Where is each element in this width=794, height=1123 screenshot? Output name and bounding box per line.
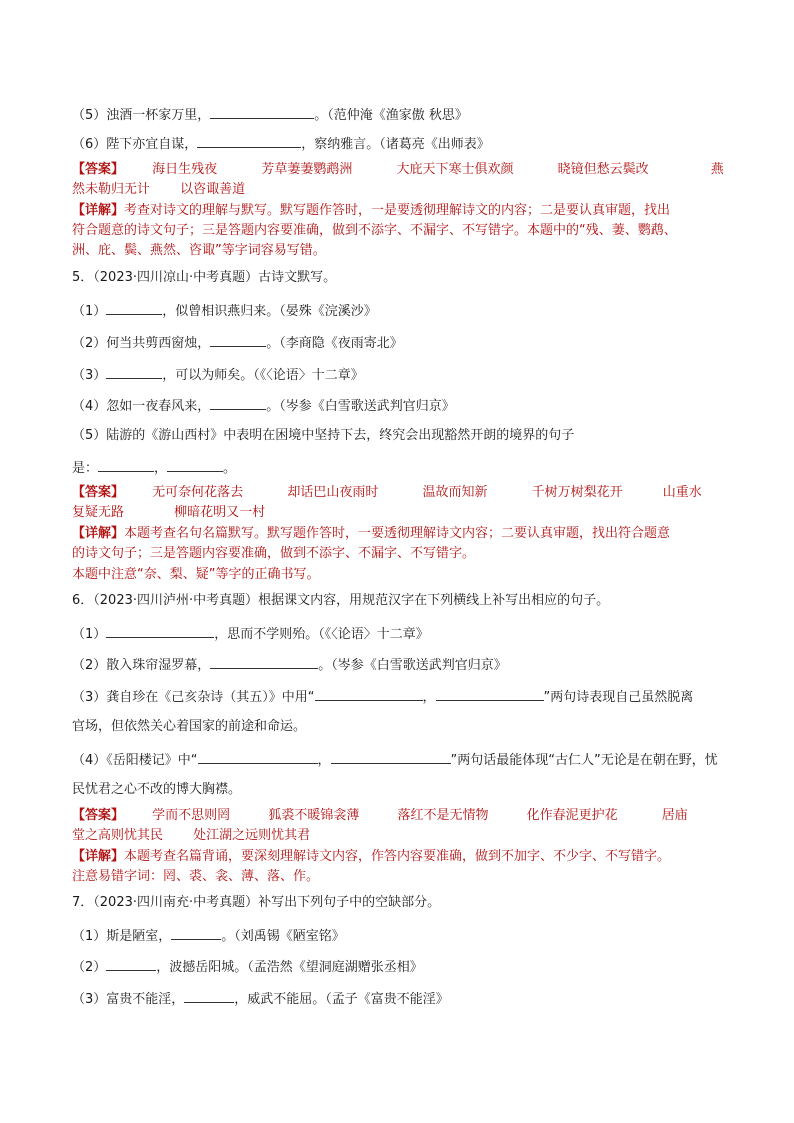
answer: 却话巴山夜雨时: [287, 485, 379, 500]
detail-text: 本题考查名篇背诵，要深刻理解诗文内容，作答内容要准确，做到不加字、不少字、不写错字。: [124, 849, 671, 864]
item-text: （4）忽如一夜春风来，: [72, 399, 211, 414]
answer-blank: [198, 749, 318, 764]
answer-tag: 【答案】: [72, 162, 125, 177]
q5-item-4: [72, 395, 455, 417]
item-text: （2）何当共剪西窗烛，: [72, 336, 211, 351]
item-text: （1）斯是陋室，: [72, 929, 172, 944]
item-text: 。: [223, 461, 237, 476]
answer-blank: [436, 686, 544, 701]
answer-tag: 【答案】: [72, 808, 125, 823]
answer-blank: [331, 749, 451, 764]
q4-answer-line-1: [72, 160, 724, 180]
q5-item-5-line-2: [72, 457, 236, 479]
answer: 学而不思则罔: [152, 808, 231, 823]
answer: 柳暗花明又一村: [174, 505, 266, 520]
q6-detail-line-2: 注意易错字词：罔、裘、衾、薄、落、作。: [72, 869, 320, 884]
answer: 复疑无路: [72, 505, 125, 520]
answer: 晓镜但愁云鬓改: [557, 162, 649, 177]
item-source: 。（范仲淹《渔家傲 秋思》: [314, 108, 468, 123]
q6-answer-line-2: [72, 826, 310, 846]
item-text: 是：: [72, 461, 99, 476]
q5-detail-line-1: [72, 524, 670, 544]
item-source: 。（刘禹锡《陋室铭》: [221, 929, 345, 944]
answer-blank: [106, 300, 162, 315]
q6-item-1: [72, 623, 429, 645]
answer: 落红不是无情物: [397, 808, 489, 823]
detail-text: 本题考查名句名篇默写。默写题作答时，一要透彻理解诗文内容；二要认真审题，找出符合题意: [124, 526, 671, 541]
q6-answer-line-1: [72, 806, 688, 826]
question-6-heading: 6．（2023·四川泸州·中考真题）根据课文内容，用规范汉字在下列横线上补写出相应的句子。: [72, 593, 610, 608]
q5-item-5-line-1: （5）陆游的《游山西村》中表明在困境中坚持下去，终究会出现豁然开朗的境界的句子: [72, 428, 575, 443]
answer-blank: [210, 332, 266, 347]
answer-tag: 【答案】: [72, 485, 125, 500]
q4-detail-line-3: 洲、庇、鬓、燕然、咨诹”等字词容易写错。: [72, 243, 326, 258]
item-text: ，: [422, 690, 436, 705]
answer: 以咨诹善道: [180, 182, 246, 197]
q6-item-3-line-2: 官场，但依然关心着国家的前途和命运。: [72, 719, 307, 734]
answer: 化作春泥更护花: [526, 808, 618, 823]
item-source: 。（李商隐《夜雨寄北》: [266, 336, 403, 351]
item-text: （6）陛下亦宜自谋，: [72, 137, 198, 152]
answer: 山重水: [662, 485, 702, 500]
q5-item-1: [72, 300, 377, 322]
item-text: ，威武不能屈。（孟子《富贵不能淫》: [234, 992, 449, 1007]
detail-tag: 【详解】: [72, 849, 125, 864]
q4-detail-line-1: [72, 201, 670, 221]
detail-tag: 【详解】: [72, 203, 125, 218]
answer-blank: [98, 457, 154, 472]
item-number: （3）: [72, 368, 107, 383]
answer-blank: [106, 623, 214, 638]
answer-blank: [197, 133, 301, 148]
answer-blank: [210, 395, 266, 410]
answer: 燕: [710, 162, 724, 177]
q5-item-3: [72, 364, 364, 386]
q7-item-3: [72, 988, 449, 1010]
q4-answer-line-2: [72, 180, 245, 200]
q6-item-2: [72, 654, 507, 676]
item-text: ，似曾相识燕归来。（晏殊《浣溪沙》: [162, 304, 377, 319]
q5-detail-line-3: 本题中注意“奈、梨、疑”等字的正确书写。: [72, 567, 320, 582]
answer: 大庇天下寒士俱欢颜: [396, 162, 514, 177]
answer: 千树万树梨花开: [531, 485, 623, 500]
answer-blank: [171, 925, 221, 940]
answer-blank: [210, 104, 314, 119]
answer: 海日生残夜: [152, 162, 218, 177]
item-number: （2）: [72, 960, 107, 975]
question-5-heading: 5．（2023·四川凉山·中考真题）古诗文默写。: [72, 270, 337, 285]
item-text: （4）《岳阳楼记》中“: [72, 753, 198, 768]
item-text: （3）富贵不能淫，: [72, 992, 185, 1007]
item-text: ，波撼岳阳城。（孟浩然《望洞庭湖赠张丞相》: [156, 960, 423, 975]
answer-blank: [106, 364, 162, 379]
answer: 居庙: [661, 808, 688, 823]
item-source: ，察纳雅言。（诸葛亮《出师表》: [301, 137, 490, 152]
answer: 堂之高则忧其民: [72, 828, 164, 843]
question-7-heading: 7．（2023·四川南充·中考真题）补写出下列句子中的空缺部分。: [72, 895, 441, 910]
answer: 狐裘不暖锦衾薄: [268, 808, 360, 823]
q5-answer-line-2: [72, 503, 265, 523]
q5-item-2: [72, 332, 403, 354]
q5-detail-line-2: 的诗文句子；三是答题内容要准确，做到不添字、不漏字、不写错字。: [72, 546, 476, 561]
q4-detail-line-2: 符合题意的诗文句子；三是答题内容要准确，做到不添字、不漏字、不写错字。本题中的“残、萋、鹦鹉、: [72, 223, 677, 238]
detail-text: 考查对诗文的理解与默写。默写题作答时，一是要透彻理解诗文的内容；二是要认真审题，找出: [124, 203, 671, 218]
item-source: 。（岑参《白雪歌送武判官归京》: [266, 399, 455, 414]
item-text: （5）浊酒一杯家万里，: [72, 108, 211, 123]
item-text: （2）散入珠帘湿罗幕，: [72, 658, 211, 673]
detail-tag: 【详解】: [72, 526, 125, 541]
item-number: （1）: [72, 627, 107, 642]
answer-blank: [210, 654, 318, 669]
q7-item-2: [72, 956, 423, 978]
item-number: （1）: [72, 304, 107, 319]
q6-detail-line-1: [72, 847, 670, 867]
item-text: ，可以为师矣。（《〈论语〉十二章》: [162, 368, 364, 383]
item-text: （3）龚自珍在《己亥杂诗（其五）》中用“: [72, 690, 315, 705]
answer: 温故而知新: [422, 485, 488, 500]
item-text: ，: [154, 461, 168, 476]
item-text: ，思而不学则殆。（《〈论语〉十二章》: [214, 627, 429, 642]
q6-item-4-line-2: 民忧君之心不改的博大胸襟。: [72, 782, 242, 797]
answer: 无可奈何花落去: [152, 485, 244, 500]
answer: 处江湖之远则忧其君: [193, 828, 311, 843]
answer-blank: [315, 686, 423, 701]
q6-item-4-line-1: [72, 749, 718, 771]
answer: 芳草萋萋鹦鹉洲: [261, 162, 353, 177]
q4-item-6: [72, 133, 490, 155]
answer-blank: [167, 457, 223, 472]
q7-item-1: [72, 925, 345, 947]
q4-item-5: [72, 104, 468, 126]
q6-item-3-line-1: [72, 686, 693, 708]
item-source: 。（岑参《白雪歌送武判官归京》: [318, 658, 507, 673]
answer: 然未勒归无计: [72, 182, 151, 197]
item-text: ”两句话最能体现“古仁人”无论是在朝在野，忧: [450, 753, 718, 768]
answer-blank: [184, 988, 234, 1003]
q5-answer-line-1: [72, 483, 702, 503]
item-text: ”两句诗表现自己虽然脱离: [543, 690, 694, 705]
item-text: ，: [317, 753, 331, 768]
answer-blank: [106, 956, 156, 971]
